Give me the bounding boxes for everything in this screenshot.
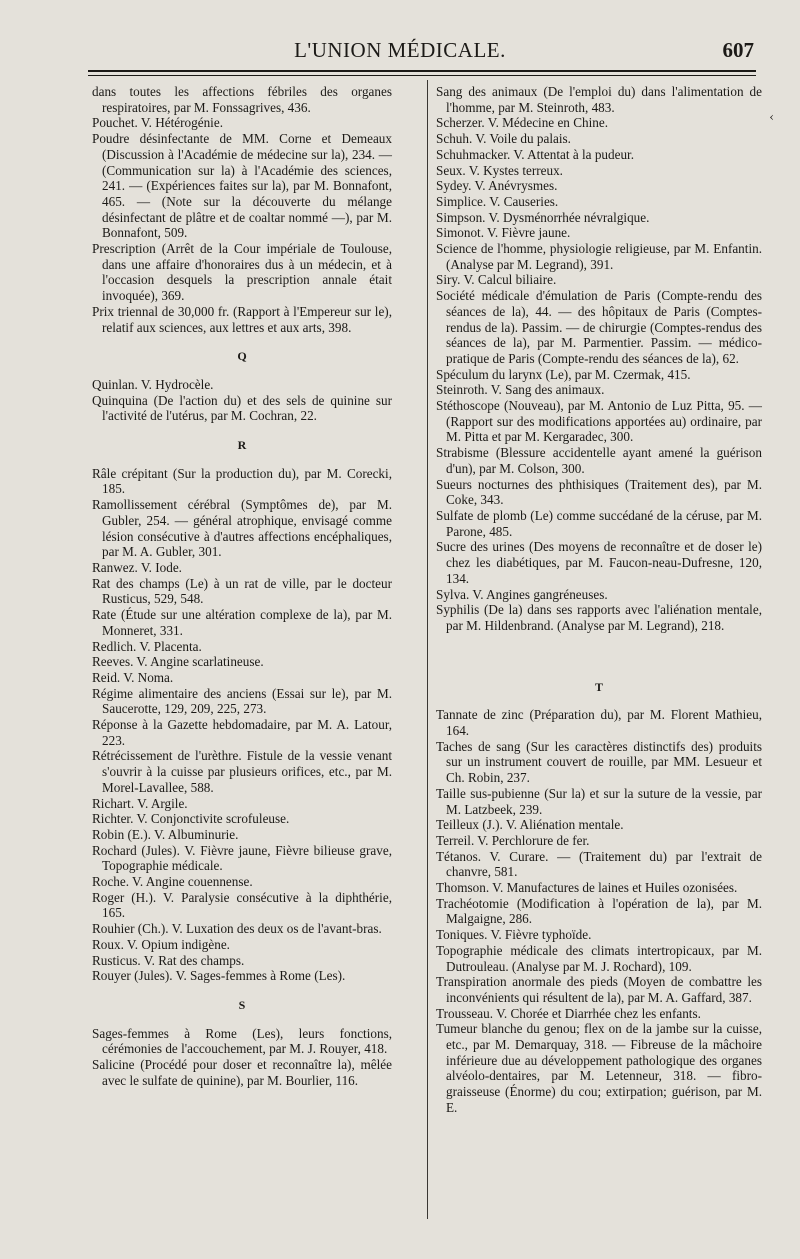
index-entry: Poudre désinfectante de MM. Corne et Demeaux (Discussion à l'Académie de médecine sur la), 234. — (Communication sur la) à l'Académie des sciences, 241. — (Expériences faites sur la), par M. Bonnafont, 465. — (Note sur la découverte du mélange désinfectant de plâtre et de coaltar nommé —), par M. Bonnafont, 509. xyxy=(92,131,392,241)
index-entry: Sang des animaux (De l'emploi du) dans l'alimentation de l'homme, par M. Steinroth, 483. xyxy=(436,84,762,115)
section-letter-t: T xyxy=(594,679,603,694)
index-entry: Sueurs nocturnes des phthisiques (Traitement des), par M. Coke, 343. xyxy=(436,476,762,508)
index-entry: Rate (Étude sur une altération complexe de la), par M. Monneret, 331. xyxy=(92,607,392,638)
index-entry: Thomson. V. Manufactures de laines et Huiles ozonisées. xyxy=(436,880,738,896)
index-entry: Schuh. V. Voile du palais. xyxy=(436,131,571,147)
left-column xyxy=(92,84,392,1088)
index-entry: Robin (E.). V. Albuminurie. xyxy=(92,826,239,842)
index-entry: Sulfate de plomb (Le) comme succédané de la céruse, par M. Parone, 485. xyxy=(436,507,762,539)
index-entry: Simplice. V. Causeries. xyxy=(436,193,559,209)
index-entry: Siry. V. Calcul biliaire. xyxy=(436,272,557,288)
column-divider xyxy=(427,80,428,1219)
index-entry: Rétrécissement de l'urèthre. Fistule de la vessie venant s'ouvrir à la cuisse par plusieurs orifices, etc., par M. Morel-Lavallee, 588. xyxy=(92,748,392,795)
index-entry: Sages-femmes à Rome (Les), leurs fonctions, cérémonies de l'accouchement, par M. J. Rouyer, 418. xyxy=(92,1025,392,1057)
page-header xyxy=(0,28,800,68)
index-entry: Teilleux (J.). V. Aliénation mentale. xyxy=(436,817,624,833)
index-entry: Scherzer. V. Médecine en Chine. xyxy=(436,115,608,131)
index-entry: Pouchet. V. Hétérogénie. xyxy=(92,115,223,131)
index-entry: Transpiration anormale des pieds (Moyen de combattre les inconvénients qui résultent de la), par M. A. Gaffard, 387. xyxy=(436,974,762,1005)
index-entry: Redlich. V. Placenta. xyxy=(92,638,202,654)
index-entry: Science de l'homme, physiologie religieuse, par M. Enfantin. (Analyse par M. Legrand), 391. xyxy=(436,241,762,272)
index-entry: Roger (H.). V. Paralysie consécutive à la diphthérie, 165. xyxy=(92,889,392,921)
index-entry: Quinquina (De l'action du) et des sels de quinine sur l'activité de l'utérus, par M. Cochran, 22. xyxy=(92,392,392,424)
index-entry: Prescription (Arrêt de la Cour impériale de Toulouse, dans une affaire d'honoraires dus à un médecin, et à l'occasion desquels la prescription annale était invoquée), 369. xyxy=(92,241,392,304)
section-letter-s: S xyxy=(238,997,246,1012)
index-entry: Rat des champs (Le) à un rat de ville, par le docteur Rusticus, 529, 548. xyxy=(92,575,392,607)
index-entry: Rouhier (Ch.). V. Luxation des deux os de l'avant-bras. xyxy=(92,921,382,937)
index-entry: Tumeur blanche du genou; flex on de la jambe sur la cuisse, etc., par M. Demarquay, 318. — Fibreuse de la mâchoire inférieure due au développement pathologique des organes alvéolo-dentaires, par M. Letenneur, 318. — fibro-graisseuse (Énorme) du cou; extirpation; guérison, par M. E. xyxy=(436,1021,762,1115)
index-entry: Salicine (Procédé pour doser et reconnaître la), mêlée avec le sulfate de quinine), par M. Bourlier, 116. xyxy=(92,1057,392,1088)
index-entry: Simonot. V. Fièvre jaune. xyxy=(436,225,571,241)
index-entry: Tétanos. V. Curare. — (Traitement du) par l'extrait de chanvre, 581. xyxy=(436,848,762,880)
index-entry: Sucre des urines (Des moyens de reconnaître et de doser le) chez les diabétiques, par M. Faucon-neau-Dufresne, 120, 134. xyxy=(436,539,762,586)
index-entry: Régime alimentaire des anciens (Essai sur le), par M. Saucerotte, 129, 209, 225, 273. xyxy=(92,685,392,717)
margin-mark: ‹ xyxy=(769,110,774,124)
index-entry: Toniques. V. Fièvre typhoïde. xyxy=(436,927,592,943)
index-entry: Ramollissement cérébral (Symptômes de), par M. Gubler, 254. — général atrophique, envisagé comme lésion consécutive à d'autres affections encéphaliques, par M. A. Gubler, 301. xyxy=(92,497,392,560)
index-entry: Société médicale d'émulation de Paris (Compte-rendu des séances de la), 44. — des hôpitaux de Paris (Comptes-rendus de la). Passim. — de chirurgie (Comptes-rendus des séances de la), par M. Parmentier. Passim. — médico-pratique de Paris (Compte-rendu des séances de la), 62. xyxy=(436,288,762,366)
index-entry: Taches de sang (Sur les caractères distinctifs des) produits sur un instrument couvert de rouille, par MM. Lesueur et Ch. Robin, 237. xyxy=(436,738,762,786)
index-entry: Stéthoscope (Nouveau), par M. Antonio de Luz Pitta, 95. — (Rapport sur des modifications apportées au) ordinaire, par M. Pitta et par M. Kergaradec, 300. xyxy=(436,398,762,445)
right-column xyxy=(436,84,762,1116)
index-entry: Rusticus. V. Rat des champs. xyxy=(92,952,245,968)
header-rule-thin xyxy=(88,75,756,76)
section-letter-r: R xyxy=(237,438,247,453)
index-entry: Simpson. V. Dysménorrhée névralgique. xyxy=(436,209,650,225)
index-entry: Ranwez. V. Iode. xyxy=(92,559,182,575)
index-entry: Quinlan. V. Hydrocèle. xyxy=(92,376,214,392)
index-entry: Topographie médicale des climats intertropicaux, par M. Dutrouleau. (Analyse par M. J. Rochard), 109. xyxy=(436,942,762,974)
index-entry: Strabisme (Blessure accidentelle ayant amené la guérison d'un), par M. Colson, 300. xyxy=(436,445,762,476)
index-entry: Roux. V. Opium indigène. xyxy=(92,936,230,952)
index-entry: Sylva. V. Angines gangréneuses. xyxy=(436,586,608,602)
index-entry: Rouyer (Jules). V. Sages-femmes à Rome (Les). xyxy=(92,968,346,984)
index-entry: Taille sus-pubienne (Sur la) et sur la suture de la vessie, par M. Latzbeek, 239. xyxy=(436,785,762,817)
index-entry: Reeves. V. Angine scarlatineuse. xyxy=(92,654,264,670)
index-entry: Seux. V. Kystes terreux. xyxy=(436,162,563,178)
index-entry: dans toutes les affections fébriles des organes respiratoires, par M. Fonssagrives, 436. xyxy=(92,84,392,115)
running-title: L'UNION MÉDICALE. xyxy=(294,38,506,62)
index-entry: Trachéotomie (Modification à l'opération de la), par M. Malgaigne, 286. xyxy=(436,895,762,927)
section-letter-q: Q xyxy=(237,349,247,364)
index-entry: Tannate de zinc (Préparation du), par M. Florent Mathieu, 164. xyxy=(436,707,762,739)
index-entry: Roche. V. Angine couennense. xyxy=(92,874,253,890)
index-entry: Reid. V. Noma. xyxy=(92,669,174,685)
header-rule xyxy=(88,70,756,72)
index-entry: Réponse à la Gazette hebdomadaire, par M. A. Latour, 223. xyxy=(92,717,392,748)
index-entry: Terreil. V. Perchlorure de fer. xyxy=(436,832,590,848)
index-entry: Spéculum du larynx (Le), par M. Czermak, 415. xyxy=(436,366,691,382)
index-entry: Sydey. V. Anévrysmes. xyxy=(436,178,558,194)
index-entry: Prix triennal de 30,000 fr. (Rapport à l'Empereur sur le), relatif aux sciences, aux lettres et aux arts, 398. xyxy=(92,303,392,335)
index-entry: Richter. V. Conjonctivite scrofuleuse. xyxy=(92,811,290,827)
index-entry: Richart. V. Argile. xyxy=(92,795,188,811)
page-number: 607 xyxy=(722,38,754,62)
index-entry: Schuhmacker. V. Attentat à la pudeur. xyxy=(436,146,635,162)
index-entry: Syphilis (De la) dans ses rapports avec l'aliénation mentale, par M. Hildenbrand. (Analyse par M. Legrand), 218. xyxy=(436,602,762,633)
index-entry: Trousseau. V. Chorée et Diarrhée chez les enfants. xyxy=(436,1005,701,1021)
index-entry: Râle crépitant (Sur la production du), par M. Corecki, 185. xyxy=(92,465,392,497)
index-entry: Steinroth. V. Sang des animaux. xyxy=(436,382,605,398)
index-entry: Rochard (Jules). V. Fièvre jaune, Fièvre bilieuse grave, Topographie médicale. xyxy=(92,842,392,874)
